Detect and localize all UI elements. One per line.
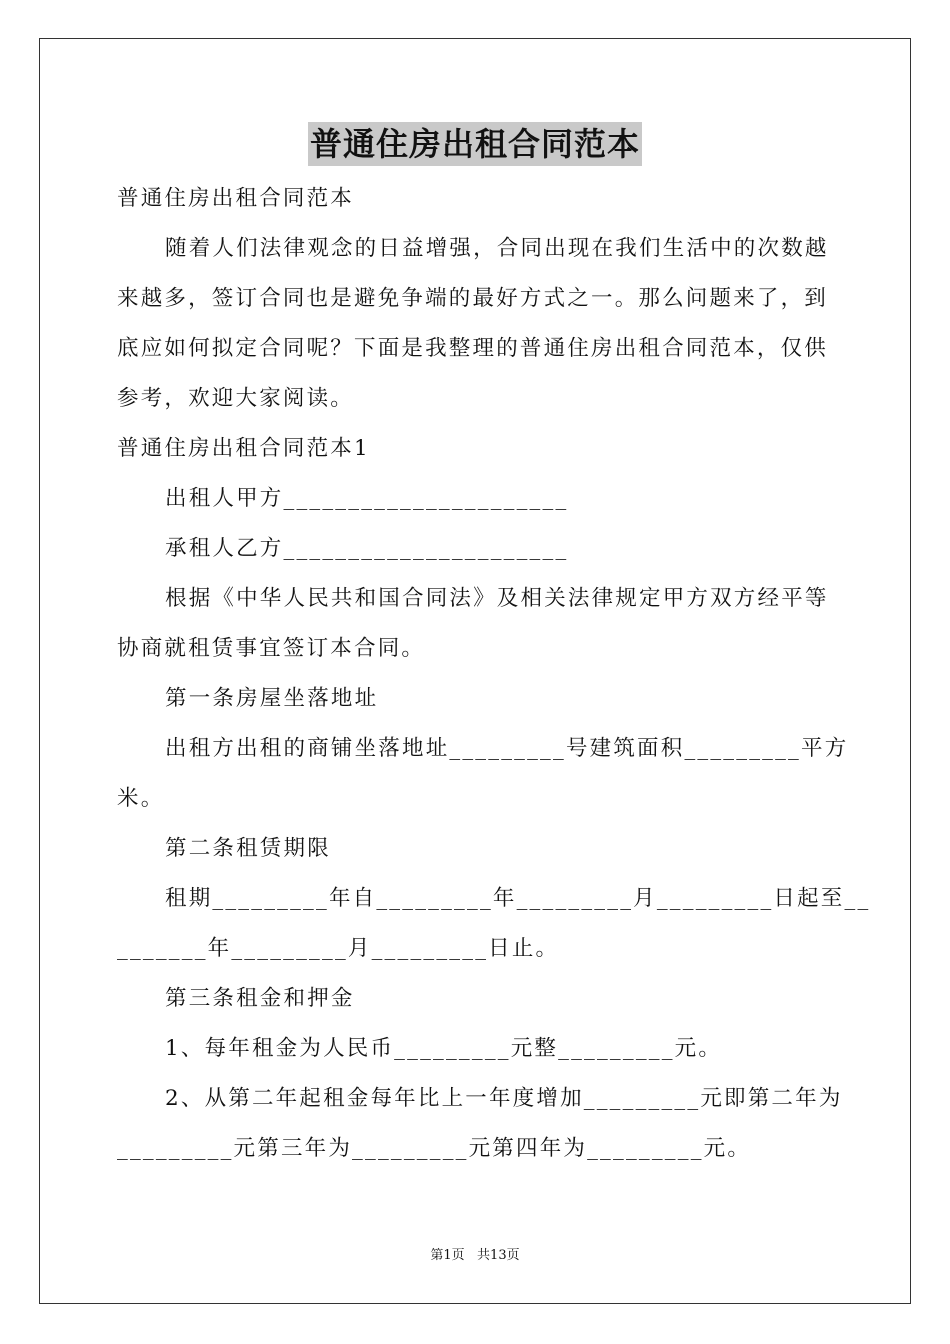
page-border bbox=[39, 38, 911, 1304]
article-heading: 第三条租金和押金 bbox=[165, 986, 355, 1011]
paragraph-line: 1、每年租金为人民币_________元整_________元。 bbox=[165, 1036, 723, 1061]
section-heading: 普通住房出租合同范本1 bbox=[117, 436, 370, 461]
paragraph-line: 随着人们法律观念的日益增强，合同出现在我们生活中的次数越 bbox=[165, 236, 829, 261]
paragraph-line: 米。 bbox=[117, 786, 165, 811]
paragraph-line: 2、从第二年起租金每年比上一年度增加_________元即第二年为 bbox=[165, 1086, 843, 1111]
subtitle-line: 普通住房出租合同范本 bbox=[117, 186, 355, 211]
title-container bbox=[0, 122, 950, 166]
paragraph-line: 根据《中华人民共和国合同法》及相关法律规定甲方双方经平等 bbox=[165, 586, 829, 611]
paragraph-line: _________元第三年为_________元第四年为_________元。 bbox=[117, 1136, 752, 1161]
paragraph-line: _______年_________月_________日止。 bbox=[117, 936, 560, 961]
paragraph-line: 租期_________年自_________年_________月_________日起至__ bbox=[165, 886, 871, 911]
paragraph-line: 来越多，签订合同也是避免争端的最好方式之一。那么问题来了，到 bbox=[117, 286, 829, 311]
page-footer: 第1页 共13页 bbox=[430, 1248, 520, 1263]
paragraph-line: 出租方出租的商铺坐落地址_________号建筑面积_________平方 bbox=[165, 736, 849, 761]
lessor-field-line: 出租人甲方______________________ bbox=[165, 486, 569, 511]
article-heading: 第一条房屋坐落地址 bbox=[165, 686, 379, 711]
lessee-field-line: 承租人乙方______________________ bbox=[165, 536, 569, 561]
article-heading: 第二条租赁期限 bbox=[165, 836, 331, 861]
paragraph-line: 参考，欢迎大家阅读。 bbox=[117, 386, 355, 411]
document-title: 普通住房出租合同范本 bbox=[308, 122, 642, 166]
paragraph-line: 协商就租赁事宜签订本合同。 bbox=[117, 636, 426, 661]
paragraph-line: 底应如何拟定合同呢？下面是我整理的普通住房出租合同范本，仅供 bbox=[117, 336, 829, 361]
